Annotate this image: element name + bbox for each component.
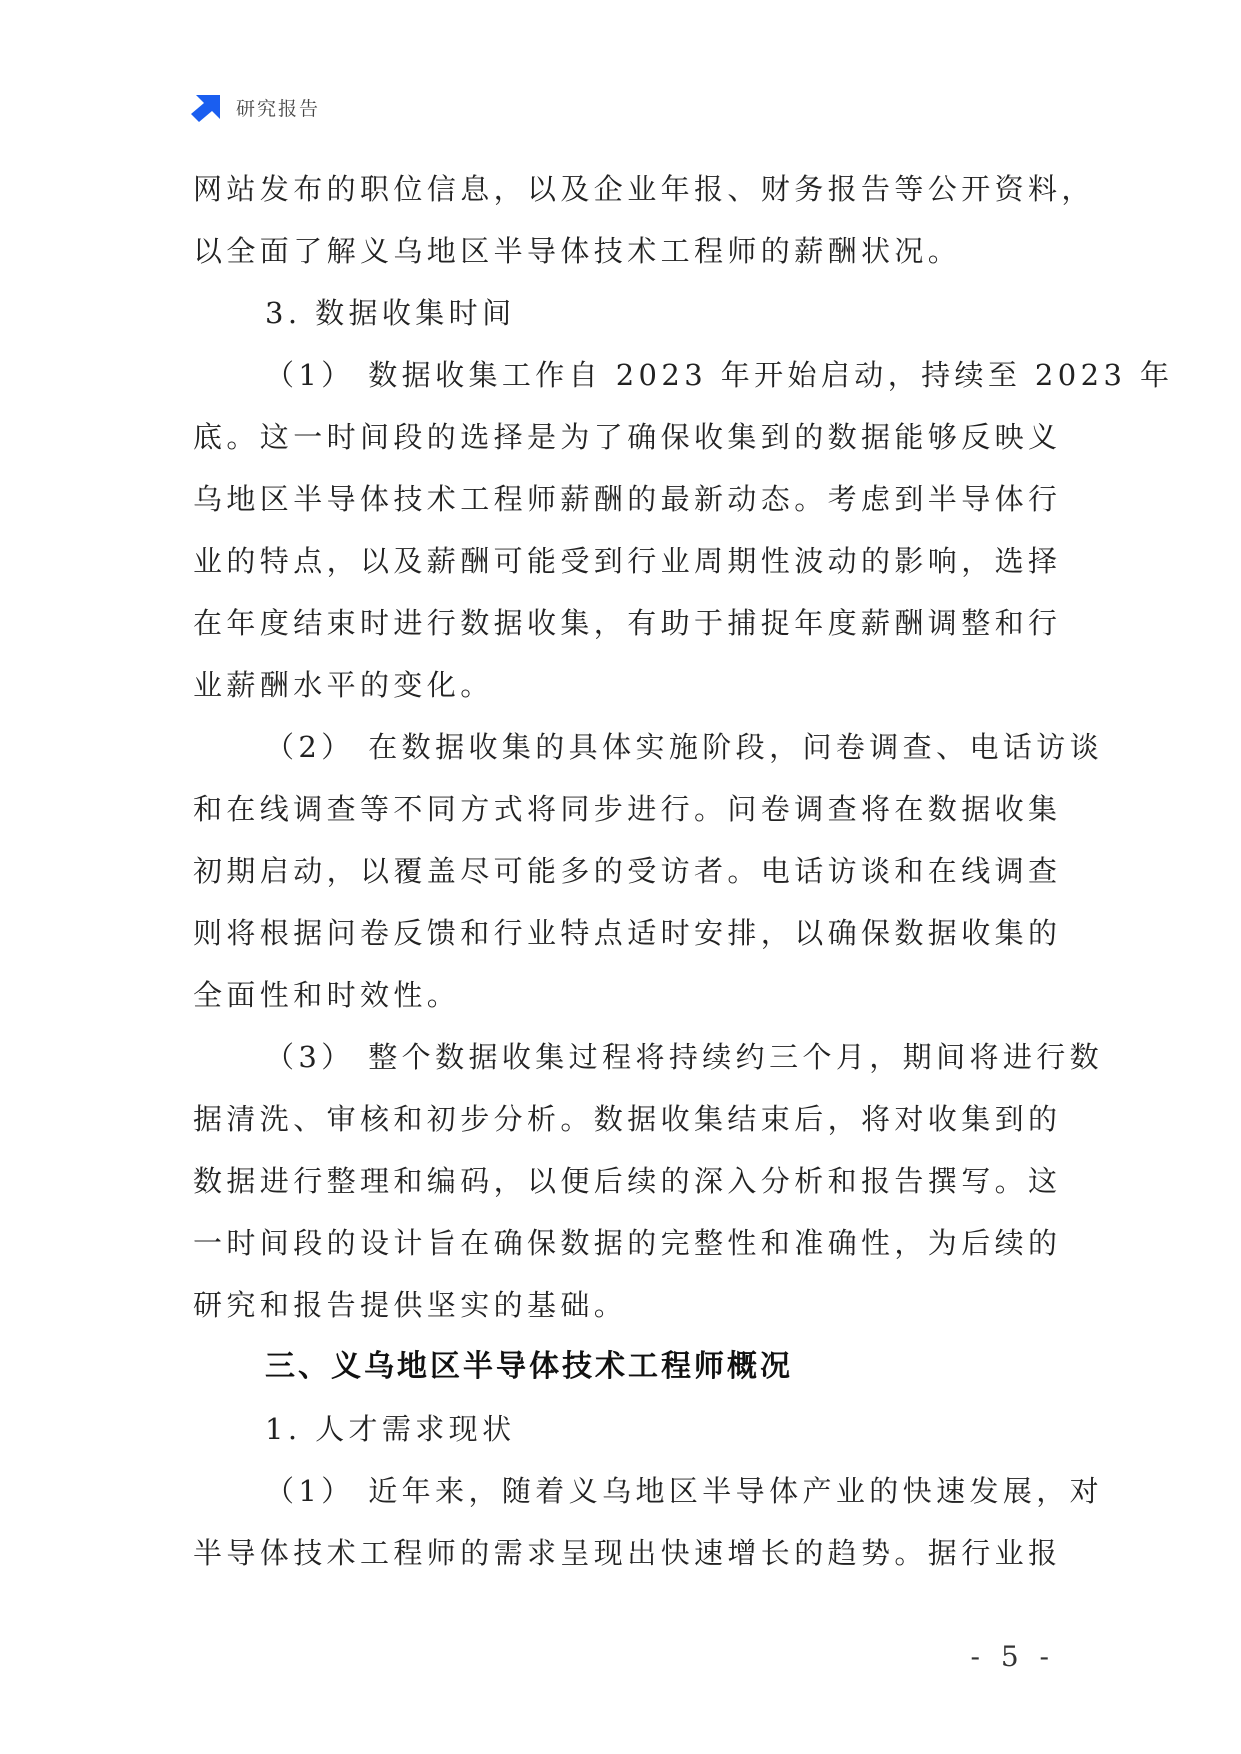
page-number: - 5 - — [970, 1640, 1055, 1673]
text-line: （1） 数据收集工作自 2023 年开始启动，持续至 2023 年 — [265, 358, 1174, 392]
text-line: 1. 人才需求现状 — [265, 1412, 516, 1446]
text-line: 全面性和时效性。 — [193, 978, 461, 1012]
text-line: 在年度结束时进行数据收集，有助于捕捉年度薪酬调整和行 — [193, 606, 1062, 640]
text-line: 3. 数据收集时间 — [265, 296, 516, 330]
text-line: 据清洗、审核和初步分析。数据收集结束后，将对收集到的 — [193, 1102, 1062, 1136]
text-line: 底。这一时间段的选择是为了确保收集到的数据能够反映义 — [193, 420, 1062, 454]
text-line: 和在线调查等不同方式将同步进行。问卷调查将在数据收集 — [193, 792, 1062, 826]
text-line: 乌地区半导体技术工程师薪酬的最新动态。考虑到半导体行 — [193, 482, 1062, 516]
text-line: 半导体技术工程师的需求呈现出快速增长的趋势。据行业报 — [193, 1536, 1062, 1570]
text-line: 则将根据问卷反馈和行业特点适时安排，以确保数据收集的 — [193, 916, 1062, 950]
page-header — [190, 89, 320, 125]
text-line: 数据进行整理和编码，以便后续的深入分析和报告撰写。这 — [193, 1164, 1062, 1198]
text-line: 一时间段的设计旨在确保数据的完整性和准确性，为后续的 — [193, 1226, 1062, 1260]
text-line: 网站发布的职位信息，以及企业年报、财务报告等公开资料， — [193, 172, 1095, 206]
text-line: 业的特点，以及薪酬可能受到行业周期性波动的影响，选择 — [193, 544, 1062, 578]
text-line: （2） 在数据收集的具体实施阶段，问卷调查、电话访谈 — [265, 730, 1104, 764]
document-body — [193, 158, 1174, 1584]
text-line: 研究和报告提供坚实的基础。 — [193, 1288, 628, 1322]
text-line: 初期启动，以覆盖尽可能多的受访者。电话访谈和在线调查 — [193, 854, 1062, 888]
text-line: 以全面了解义乌地区半导体技术工程师的薪酬状况。 — [193, 234, 962, 268]
text-line: （1） 近年来，随着义乌地区半导体产业的快速发展，对 — [265, 1474, 1104, 1508]
text-line: 业薪酬水平的变化。 — [193, 668, 494, 702]
arrow-up-right-logo-icon — [190, 91, 222, 123]
text-line: （3） 整个数据收集过程将持续约三个月，期间将进行数 — [265, 1040, 1104, 1074]
header-title: 研究报告 — [236, 97, 321, 120]
section-heading: 三、义乌地区半导体技术工程师概况 — [265, 1349, 793, 1384]
